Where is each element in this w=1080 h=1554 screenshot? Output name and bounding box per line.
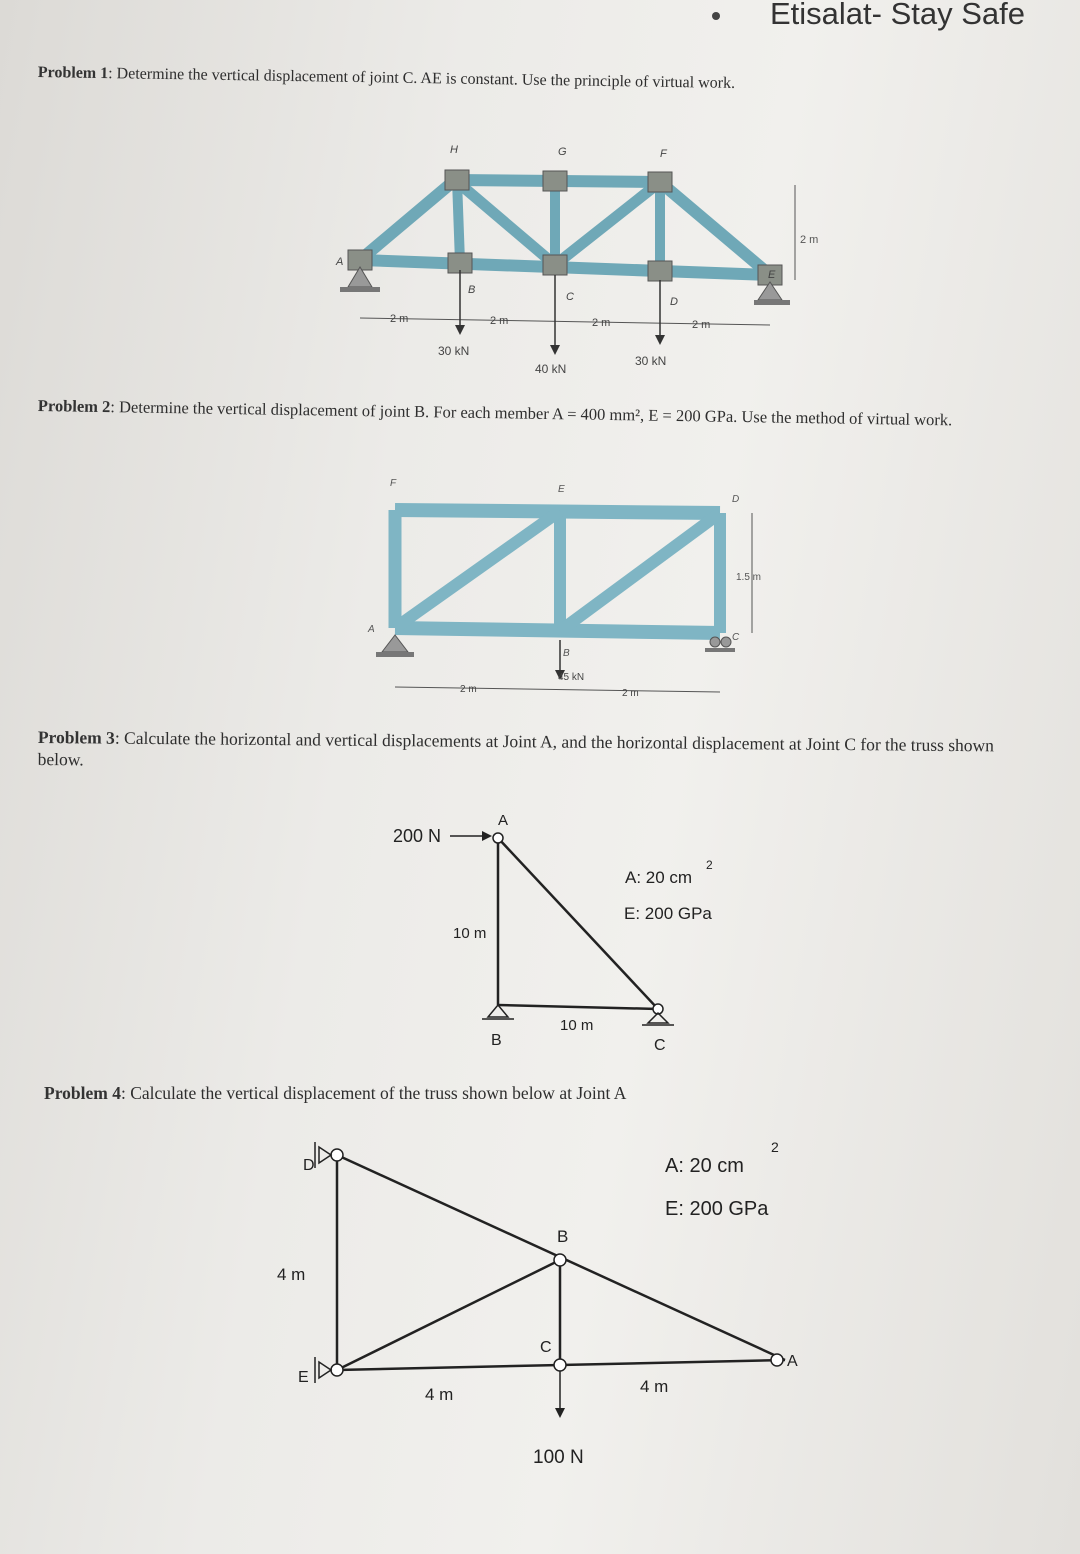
fig3-joint-A xyxy=(493,833,503,843)
fig4-support-D xyxy=(319,1147,331,1163)
fig2-span-dim xyxy=(395,687,720,692)
fig4-span-right: 4 m xyxy=(640,1377,669,1396)
fig1-member-HB xyxy=(457,180,460,262)
fig2-label-D: D xyxy=(732,494,740,505)
fig1-span-3: 2 m xyxy=(592,317,611,329)
fig1-label-G: G xyxy=(558,146,567,158)
status-dot-icon xyxy=(712,12,720,20)
fig1-gusset-H xyxy=(445,170,469,190)
fig2-ground-C xyxy=(705,648,735,652)
fig3-label-B: B xyxy=(491,1032,502,1049)
fig1-label-C: C xyxy=(566,291,574,303)
figure-3-truss xyxy=(390,805,750,1065)
fig2-label-B: B xyxy=(563,648,570,659)
fig1-span-4: 2 m xyxy=(692,319,711,331)
problem-1-text: : Determine the vertical displacement of joint C. AE is constant. Use the principle of virtual work. xyxy=(108,65,736,92)
fig1-gusset-F xyxy=(648,172,672,192)
fig3-area-exponent: 2 xyxy=(706,858,713,872)
fig1-arrowhead-C xyxy=(550,345,560,355)
fig3-member-AC xyxy=(498,838,658,1009)
fig3-load-label: 200 N xyxy=(393,826,442,846)
fig1-member-HC xyxy=(455,180,555,265)
fig1-label-F: F xyxy=(660,148,667,160)
fig4-joint-C xyxy=(554,1359,566,1371)
fig4-load-label: 100 N xyxy=(533,1447,584,1468)
fig3-vertical-dim: 10 m xyxy=(453,925,487,942)
fig1-label-B: B xyxy=(468,284,476,296)
fig1-label-D: D xyxy=(670,296,678,308)
fig4-area: A: 20 cm xyxy=(665,1155,744,1177)
problem-1-label: Problem 1 xyxy=(37,63,109,83)
fig1-load-D: 30 kN xyxy=(635,354,667,368)
fig3-area: A: 20 cm xyxy=(625,868,693,887)
fig4-modulus: E: 200 GPa xyxy=(665,1198,769,1220)
fig2-label-E: E xyxy=(558,484,565,495)
fig1-label-E: E xyxy=(768,269,776,281)
fig3-label-A: A xyxy=(498,812,509,829)
fig1-height-label: 2 m xyxy=(800,234,819,246)
fig4-label-A: A xyxy=(787,1353,798,1370)
problem-4-statement xyxy=(44,1082,804,1104)
fig4-joint-A xyxy=(771,1354,783,1366)
fig2-support-A xyxy=(382,635,408,652)
problem-4-label: Problem 4 xyxy=(44,1083,121,1103)
fig1-arrowhead-D xyxy=(655,335,665,345)
fig2-member-BD xyxy=(560,513,720,631)
fig4-label-D: D xyxy=(303,1157,315,1174)
fig3-horizontal-dim: 10 m xyxy=(560,1017,594,1034)
fig1-load-B: 30 kN xyxy=(438,344,470,358)
fig1-gusset-C xyxy=(543,255,567,275)
fig3-support-B xyxy=(488,1005,508,1017)
fig3-modulus: E: 200 GPa xyxy=(624,904,712,923)
fig4-joint-B xyxy=(554,1254,566,1266)
figure-4-truss xyxy=(265,1120,825,1480)
fig4-span-left: 4 m xyxy=(425,1385,454,1404)
fig4-label-C: C xyxy=(540,1339,552,1356)
figure-2-truss xyxy=(360,470,800,710)
problem-3-text: : Calculate the horizontal and vertical displacements at Joint A, and the horizontal displacement at Joint C for the truss shown below. xyxy=(37,727,995,770)
problem-3-statement xyxy=(38,726,1038,779)
fig3-member-BC xyxy=(498,1005,658,1009)
fig2-roller-C2 xyxy=(721,637,731,647)
fig1-ground-A xyxy=(340,287,380,292)
problem-4-text: : Calculate the vertical displacement of the truss shown below at Joint A xyxy=(120,1083,627,1103)
fig1-label-H: H xyxy=(450,144,458,156)
fig4-joint-D xyxy=(331,1149,343,1161)
fig1-member-AH xyxy=(360,180,455,260)
fig1-label-A: A xyxy=(336,256,344,268)
fig4-member-EB xyxy=(337,1260,560,1370)
fig2-label-C: C xyxy=(732,632,740,643)
fig3-arrowhead xyxy=(482,831,492,841)
fig3-label-C: C xyxy=(654,1037,666,1054)
fig4-vertical-dim: 4 m xyxy=(277,1265,306,1284)
fig1-ground-E xyxy=(754,300,790,305)
fig2-member-AE xyxy=(395,511,560,628)
fig4-arrowhead xyxy=(555,1408,565,1418)
fig1-member-FE xyxy=(660,182,770,275)
fig1-arrowhead-B xyxy=(455,325,465,335)
fig2-ground-A xyxy=(376,652,414,657)
problem-3-label: Problem 3 xyxy=(37,726,115,748)
fig4-support-E xyxy=(319,1362,331,1378)
fig1-span-1: 2 m xyxy=(390,313,409,325)
problem-2-label: Problem 2 xyxy=(37,395,111,417)
fig2-label-F: F xyxy=(390,478,397,489)
fig4-label-E: E xyxy=(298,1369,309,1386)
fig4-joint-E xyxy=(331,1364,343,1376)
figure-1-truss xyxy=(330,135,820,385)
status-bar-text: Etisalat- Stay Safe xyxy=(770,0,1026,31)
fig4-area-exponent: 2 xyxy=(771,1139,779,1155)
fig2-height-label: 1.5 m xyxy=(736,572,762,583)
fig1-gusset-G xyxy=(543,171,567,191)
problem-2-text: : Determine the vertical displacement of joint B. For each member A = 400 mm², E = 200 GPa. Use the method of virtual work. xyxy=(110,397,953,430)
fig2-load-label: 45 kN xyxy=(558,672,585,683)
fig2-label-A: A xyxy=(368,624,375,635)
fig1-gusset-D xyxy=(648,261,672,281)
fig2-span-1: 2 m xyxy=(460,684,477,695)
fig1-member-CF xyxy=(555,182,660,265)
fig2-roller-C1 xyxy=(710,637,720,647)
fig4-label-B: B xyxy=(557,1227,569,1246)
problem-2-statement xyxy=(38,395,1068,433)
fig1-span-2: 2 m xyxy=(490,315,509,327)
fig2-span-2: 2 m xyxy=(622,688,639,699)
fig1-load-C: 40 kN xyxy=(535,362,567,376)
problem-1-statement xyxy=(38,62,1068,100)
